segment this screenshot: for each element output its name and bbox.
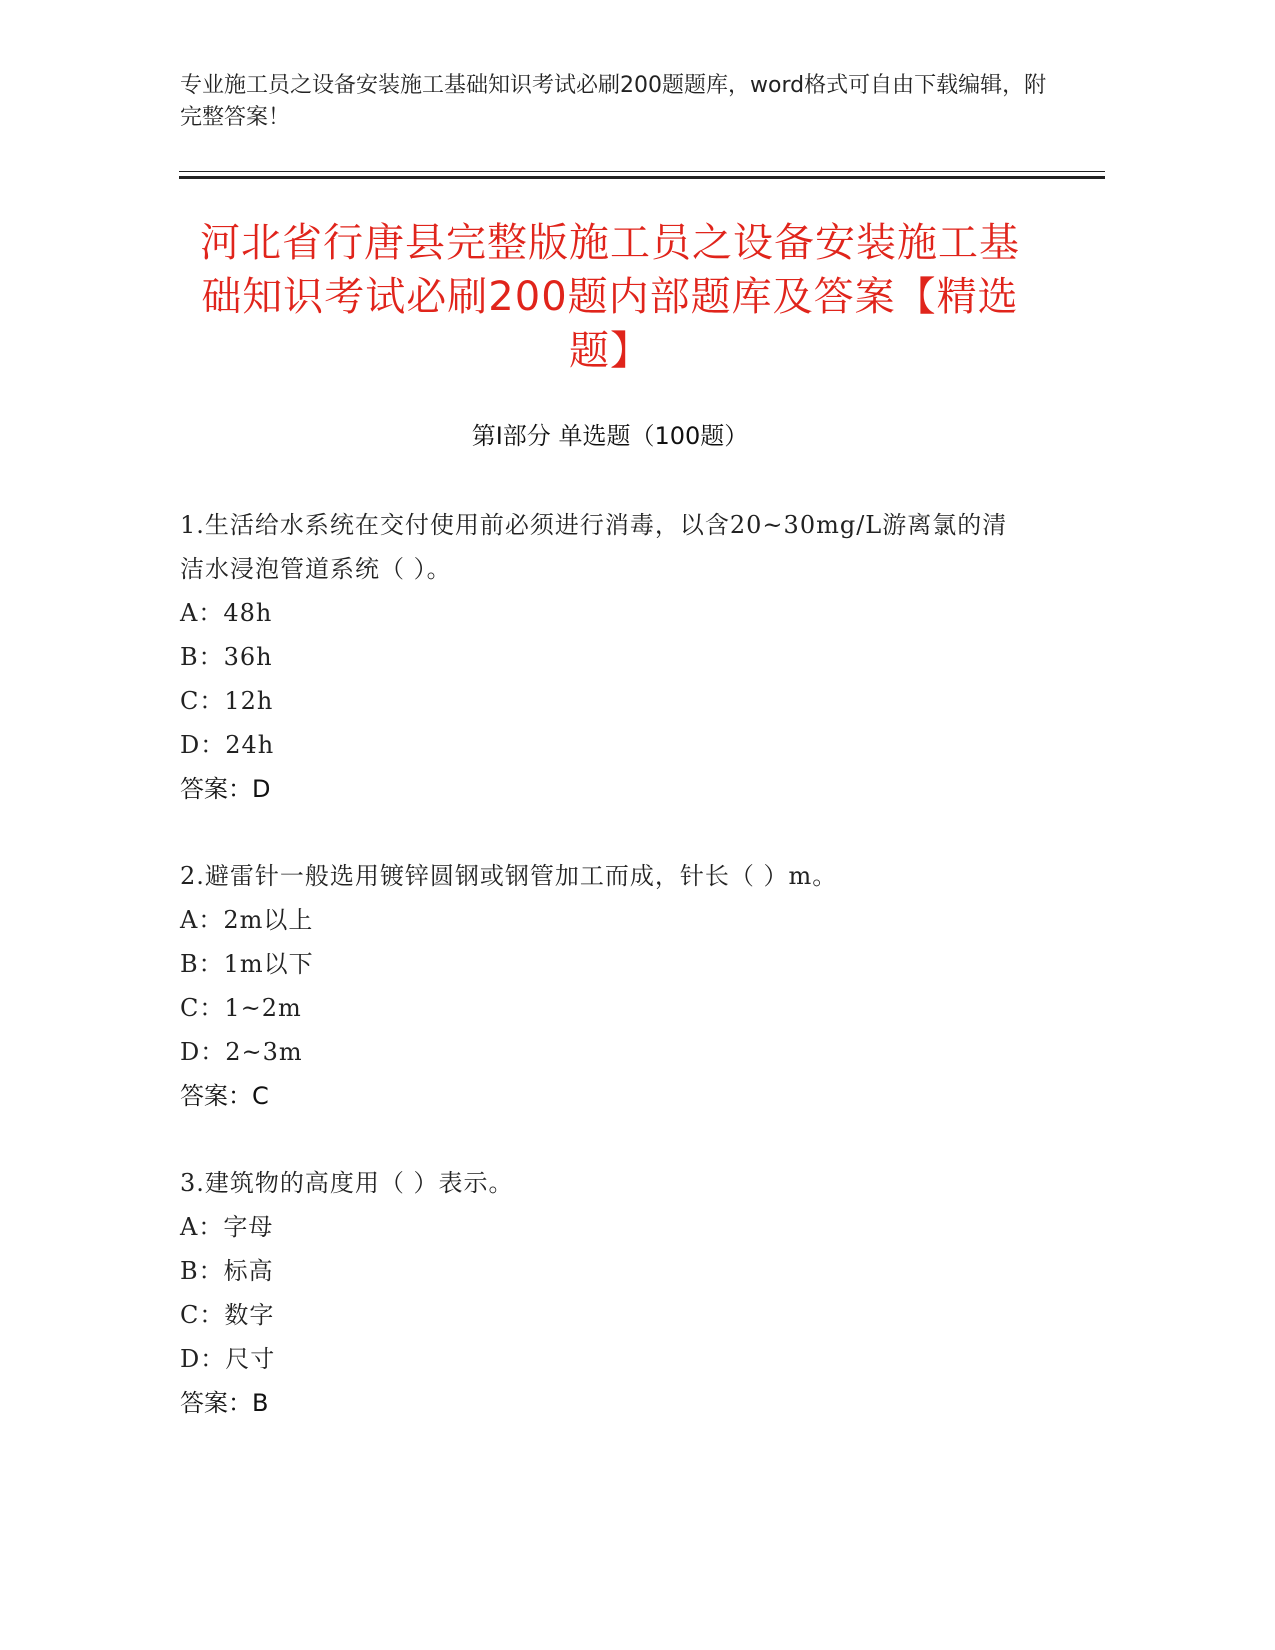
question-stem: 1.生活给水系统在交付使用前必须进行消毒，以含20~30mg/L游离氯的清洁水浸泡管道系统（ ）。 bbox=[180, 511, 1008, 583]
question-item bbox=[180, 854, 1030, 1118]
option-a: A：字母 bbox=[180, 1213, 274, 1241]
question-spacer bbox=[180, 1118, 1030, 1161]
header-divider-thick bbox=[179, 176, 1105, 179]
option-a: A：2m以上 bbox=[180, 906, 314, 934]
question-item bbox=[180, 1161, 1030, 1425]
header-divider-thin bbox=[179, 171, 1105, 172]
option-d: D：24h bbox=[180, 731, 275, 759]
option-c: C：12h bbox=[180, 687, 274, 715]
option-c: C：数字 bbox=[180, 1301, 275, 1329]
question-spacer bbox=[180, 811, 1030, 854]
section-heading: 第Ⅰ部分 单选题（100题） bbox=[471, 422, 749, 450]
option-c: C：1~2m bbox=[180, 994, 302, 1022]
option-d: D：2~3m bbox=[180, 1038, 303, 1066]
question-stem: 3.建筑物的高度用（ ）表示。 bbox=[180, 1169, 514, 1197]
answer-line: 答案：C bbox=[180, 1082, 269, 1110]
header-note: 专业施工员之设备安装施工基础知识考试必刷200题题库，word格式可自由下载编辑，附完整答案！ bbox=[180, 73, 1047, 130]
answer-line: 答案：B bbox=[180, 1389, 269, 1417]
question-list bbox=[180, 503, 1030, 1425]
option-b: B：1m以下 bbox=[180, 950, 314, 978]
option-a: A：48h bbox=[180, 599, 273, 627]
answer-line: 答案：D bbox=[180, 775, 271, 803]
document-title: 河北省行唐县完整版施工员之设备安装施工基础知识考试必刷200题内部题库及答案【精选题】 bbox=[200, 220, 1020, 374]
option-d: D：尺寸 bbox=[180, 1345, 276, 1373]
option-b: B：36h bbox=[180, 643, 273, 671]
question-item bbox=[180, 503, 1030, 811]
option-b: B：标高 bbox=[180, 1257, 274, 1285]
question-stem: 2.避雷针一般选用镀锌圆钢或钢管加工而成，针长（ ）m。 bbox=[180, 862, 838, 890]
